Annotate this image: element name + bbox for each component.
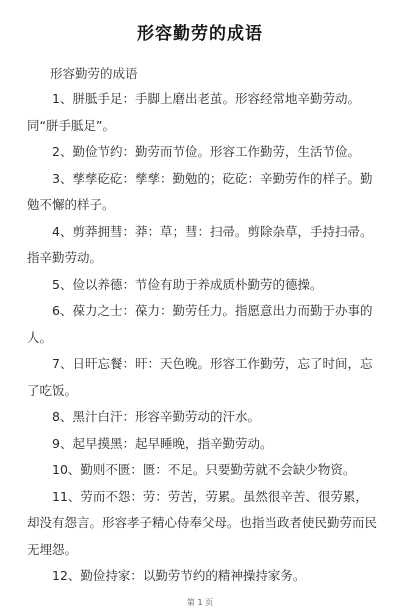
page-number: 第 1 页 [186, 598, 214, 607]
idiom-entry: 1、胼胝手足：手脚上磨出老茧。形容经常地辛勤劳动。同“胼手胝足”。 [27, 91, 360, 133]
section-heading: 形容勤劳的成语 [50, 66, 138, 81]
idiom-list [27, 86, 379, 590]
idiom-entry: 9、起早摸黑：起早睡晚，指辛勤劳动。 [52, 435, 273, 451]
idiom-entry: 11、劳而不怨：劳：劳苦，劳累。虽然很辛苦、很劳累，却没有怨言。形容孝子精心侍奉父母。也指当政者使民勤劳而民无埋怨。 [27, 488, 378, 557]
idiom-entry: 4、剪莽拥彗：莽：草；彗：扫帚。剪除杂草，手持扫帚。指辛勤劳动。 [27, 223, 373, 265]
idiom-entry: 5、俭以养德：节俭有助于养成质朴勤劳的德操。 [52, 276, 323, 292]
idiom-entry: 3、孳孳矻矻：孳孳：勤勉的；矻矻：辛勤劳作的样子。勤勉不懈的样子。 [27, 170, 373, 212]
idiom-entry: 2、勤俭节约：勤劳而节俭。形容工作勤劳，生活节俭。 [52, 144, 360, 159]
idiom-entry: 10、勤则不匮：匮：不足。只要勤劳就不会缺少物资。 [52, 462, 356, 477]
page-title: 形容勤劳的成语 [137, 24, 263, 44]
idiom-entry: 12、勤俭持家：以勤劳节约的精神操持家务。 [52, 568, 306, 583]
idiom-entry: 6、葆力之士：葆力：勤劳任力。指愿意出力而勤于办事的人。 [27, 303, 373, 345]
idiom-entry: 8、黑汁白汗：形容辛勤劳动的汗水。 [52, 409, 260, 424]
idiom-entry: 7、日旰忘餐：旰：天色晚。形容工作勤劳，忘了时间，忘了吃饭。 [27, 356, 373, 398]
